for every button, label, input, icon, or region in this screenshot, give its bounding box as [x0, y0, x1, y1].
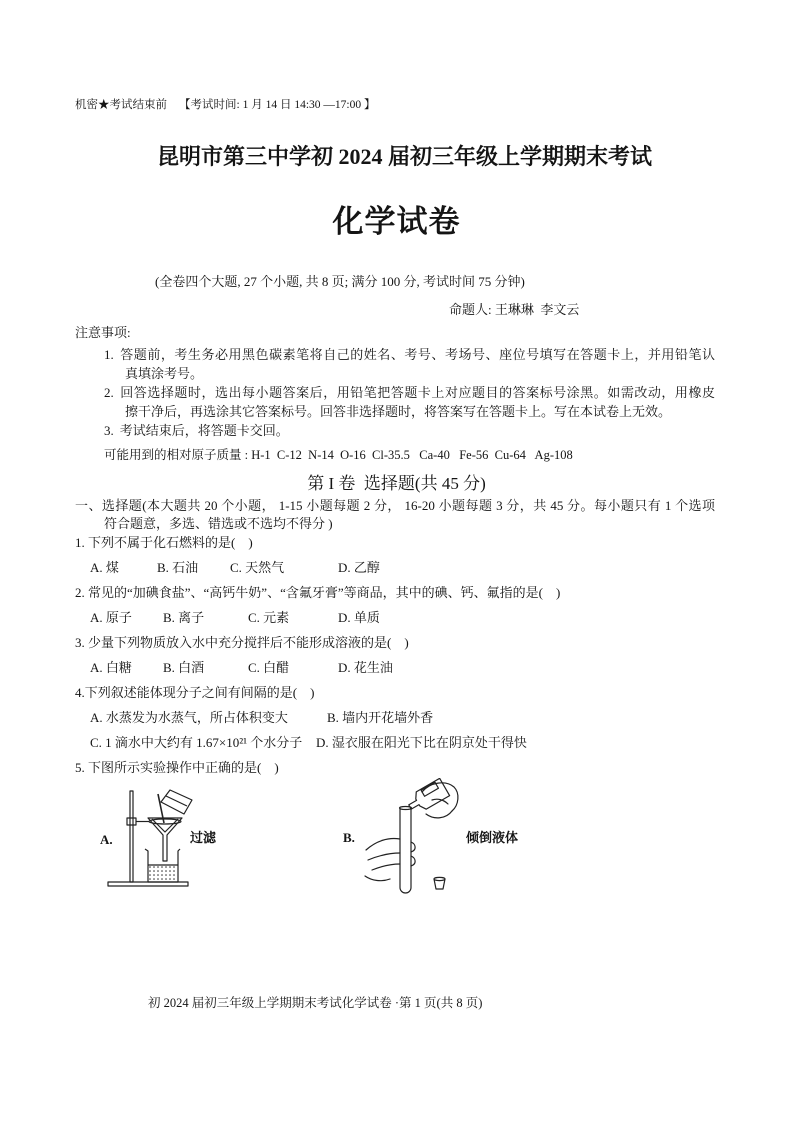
- exam-title: 昆明市第三中学初 2024 届初三年级上学期期末考试: [156, 144, 652, 169]
- instruction-line: 符合题意，多选、错选或不选均不得分 ): [104, 516, 333, 531]
- question-stem: 4.下列叙述能体现分子之间有间隔的是( ): [75, 685, 315, 700]
- left-hand-fingertip: [411, 842, 415, 852]
- question-3: [0, 630, 793, 680]
- right-hand-palm: [422, 783, 458, 811]
- option-row: [0, 655, 793, 680]
- option-b: B. 石油: [157, 560, 199, 575]
- option-b: B. 白酒: [163, 660, 205, 675]
- option-c: C. 天然气: [230, 560, 285, 575]
- filter-paper: [152, 819, 178, 832]
- figure-b-letter: B.: [343, 830, 355, 845]
- question-stem: 5. 下图所示实验操作中正确的是( ): [75, 760, 279, 775]
- part-one-instructions: [75, 497, 715, 533]
- option-b: B. 离子: [163, 610, 205, 625]
- ring-clamp: [127, 818, 136, 825]
- option-b: B. 墙内开花墙外香: [327, 710, 434, 725]
- subject-title: 化学试卷: [332, 204, 461, 239]
- notes-list: [104, 345, 715, 440]
- instruction-line: 一、选择题(本大题共 20 个小题， 1-15 小题每题 2 分， 16-20 小题每题 3 分，共 45 分。每小题只有 1 个选项: [75, 498, 715, 513]
- note-text: 考试结束后，将答题卡交回。: [119, 423, 289, 438]
- option-a: A. 白糖: [90, 660, 132, 675]
- pouring-beaker-liquid: [166, 796, 187, 806]
- option-c: C. 白醋: [248, 660, 290, 675]
- note-text: 回答选择题时，选出每小题答案后，用铅笔把答题卡上对应题目的答案标号涂黑。如需改动，用橡皮: [119, 385, 715, 400]
- question-stem: 3. 少量下列物质放入水中充分搅拌后不能形成溶液的是( ): [75, 635, 409, 650]
- note-line: 擦干净后，再选涂其它答案标号。回答非选择题时，将答案写在答题卡上。写在本试卷上无效。: [125, 404, 672, 419]
- question-1: [0, 530, 793, 580]
- note-item-3: [104, 421, 715, 440]
- bottle-body: [405, 778, 450, 815]
- question-list: [0, 530, 793, 780]
- exam-time: 【考试时间: 1 月 14 日 14:30 —17:00 】: [179, 99, 376, 111]
- option-d: D. 湿衣服在阳光下比在阴京处干得快: [316, 735, 527, 750]
- note-line: 真填涂考号。: [125, 366, 204, 381]
- question-stem: 2. 常见的“加碘食盐”、“高钙牛奶”、“含氟牙膏”等商品，其中的碘、钙、氟指的是( ): [75, 585, 561, 600]
- reagent-bottle: [405, 778, 450, 815]
- stand-rod: [130, 791, 133, 882]
- option-c: C. 1 滴水中大约有 1.67×10²¹ 个水分子: [90, 735, 303, 750]
- option-row: [0, 605, 793, 630]
- note-number: 3.: [104, 423, 114, 438]
- option-a: A. 水蒸发为水蒸气，所占体积变大: [90, 710, 288, 725]
- question-5: [0, 755, 793, 780]
- figure-b-caption: 倾倒液体: [466, 830, 519, 845]
- note-line: [104, 345, 715, 364]
- question-4: [0, 680, 793, 755]
- option-d: D. 乙醇: [338, 560, 380, 575]
- left-hand-finger: [368, 853, 400, 860]
- note-number: 2.: [104, 385, 114, 400]
- filtration-apparatus-icon: [100, 785, 200, 895]
- option-a: A. 原子: [90, 610, 132, 625]
- option-row: [0, 555, 793, 580]
- option-d: D. 花生油: [338, 660, 393, 675]
- right-hand-fingers: [426, 811, 452, 818]
- question-2: [0, 580, 793, 630]
- left-hand-thumb: [366, 838, 400, 850]
- option-d: D. 单质: [338, 610, 380, 625]
- confidentiality-header: [75, 97, 375, 113]
- figure-a-letter: A.: [100, 832, 113, 847]
- test-tube: [400, 808, 411, 893]
- note-line: [104, 383, 715, 402]
- left-hand-finger: [372, 864, 400, 870]
- note-line: [104, 421, 715, 440]
- note-text: 答题前，考生务必用黑色碳素笔将自己的姓名、考号、考场号、座位号填写在答题卡上，并用铅笔认: [119, 347, 715, 362]
- atomic-masses: 可能用到的相对原子质量 : H-1 C-12 N-14 O-16 Cl-35.5 Ca-40 Fe-56 Cu-64 Ag-108: [104, 448, 573, 462]
- option-row: [0, 730, 793, 755]
- exam-authors: 命题人: 王琳琳 李文云: [449, 302, 580, 317]
- pouring-liquid-icon: [360, 778, 464, 898]
- option-row: [0, 705, 793, 730]
- bottle-stopper-top: [434, 877, 445, 880]
- note-number: 1.: [104, 347, 114, 362]
- exam-info: (全卷四个大题, 27 个小题, 共 8 页; 满分 100 分, 考试时间 75 分钟): [155, 274, 525, 289]
- section-title: 第 I 卷 选择题(共 45 分): [307, 474, 486, 493]
- pouring-beaker: [161, 790, 192, 814]
- filtrate-liquid: [149, 866, 177, 881]
- note-item-2: [104, 383, 715, 421]
- question-stem: 1. 下列不属于化石燃料的是( ): [75, 535, 253, 550]
- left-hand-wrist: [365, 876, 390, 881]
- option-c: C. 元素: [248, 610, 290, 625]
- confidential-label: 机密★考试结束前: [75, 99, 167, 111]
- option-a: A. 煤: [90, 560, 119, 575]
- figure-a-caption: 过滤: [190, 830, 217, 845]
- notes-heading: 注意事项:: [75, 325, 131, 340]
- left-hand-fingertip: [411, 856, 415, 866]
- note-item-1: [104, 345, 715, 383]
- page-footer: 初 2024 届初三年级上学期期末考试化学试卷 ·第 1 页(共 8 页): [148, 996, 483, 1010]
